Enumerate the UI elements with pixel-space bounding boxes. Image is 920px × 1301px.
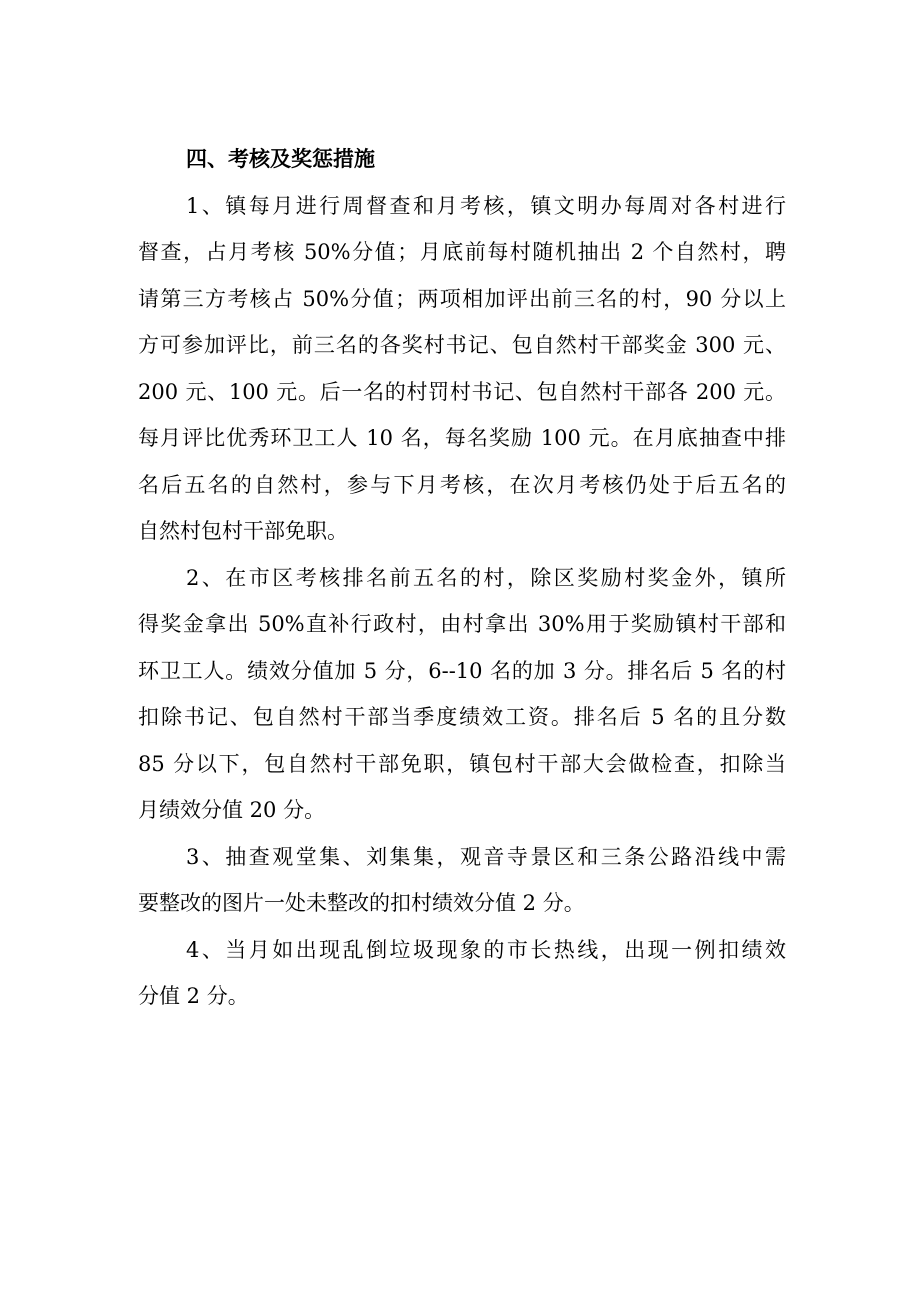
paragraph-line: 扣除书记、包自然村干部当季度绩效工资。排名后 5 名的且分数 — [138, 705, 786, 729]
paragraph-line: 请第三方考核占 50%分值；两项相加评出前三名的村，90 分以上 — [138, 286, 786, 311]
paragraph-2 — [138, 555, 786, 834]
paragraph-line: 1、镇每月进行周督查和月考核，镇文明办每周对各村进行 — [186, 193, 786, 218]
paragraph-line: 月绩效分值 20 分。 — [138, 798, 326, 822]
paragraph-line: 85 分以下，包自然村干部免职，镇包村干部大会做检查，扣除当 — [138, 751, 786, 776]
paragraph-line: 分值 2 分。 — [138, 984, 249, 1008]
paragraph-line: 4、当月如出现乱倒垃圾现象的市长热线，出现一例扣绩效 — [186, 937, 786, 962]
paragraph-line: 2、在市区考核排名前五名的村，除区奖励村奖金外，镇所 — [186, 565, 786, 590]
document-body — [138, 136, 786, 1020]
paragraph-line: 环卫工人。绩效分值加 5 分，6--10 名的加 3 分。排名后 5 名的村 — [138, 658, 786, 683]
paragraph-line: 自然村包村干部免职。 — [138, 519, 348, 543]
paragraph-line: 每月评比优秀环卫工人 10 名，每名奖励 100 元。在月底抽查中排 — [138, 426, 786, 450]
paragraph-line: 名后五名的自然村，参与下月考核，在次月考核仍处于后五名的 — [138, 472, 786, 497]
paragraph-3 — [138, 834, 786, 927]
section-heading: 四、考核及奖惩措施 — [186, 147, 375, 171]
paragraph-line: 200 元、100 元。后一名的村罚村书记、包自然村干部各 200 元。 — [138, 379, 786, 404]
paragraph-1 — [138, 183, 786, 555]
paragraph-line: 3、抽查观堂集、刘集集，观音寺景区和三条公路沿线中需 — [186, 844, 786, 869]
paragraph-line: 要整改的图片一处未整改的扣村绩效分值 2 分。 — [138, 891, 585, 915]
paragraph-line: 方可参加评比，前三名的各奖村书记、包自然村干部奖金 300 元、 — [138, 333, 786, 357]
paragraph-4 — [138, 927, 786, 1020]
paragraph-line: 督查，占月考核 50%分值；月底前每村随机抽出 2 个自然村，聘 — [138, 240, 786, 264]
paragraph-line: 得奖金拿出 50%直补行政村，由村拿出 30%用于奖励镇村干部和 — [138, 612, 786, 636]
